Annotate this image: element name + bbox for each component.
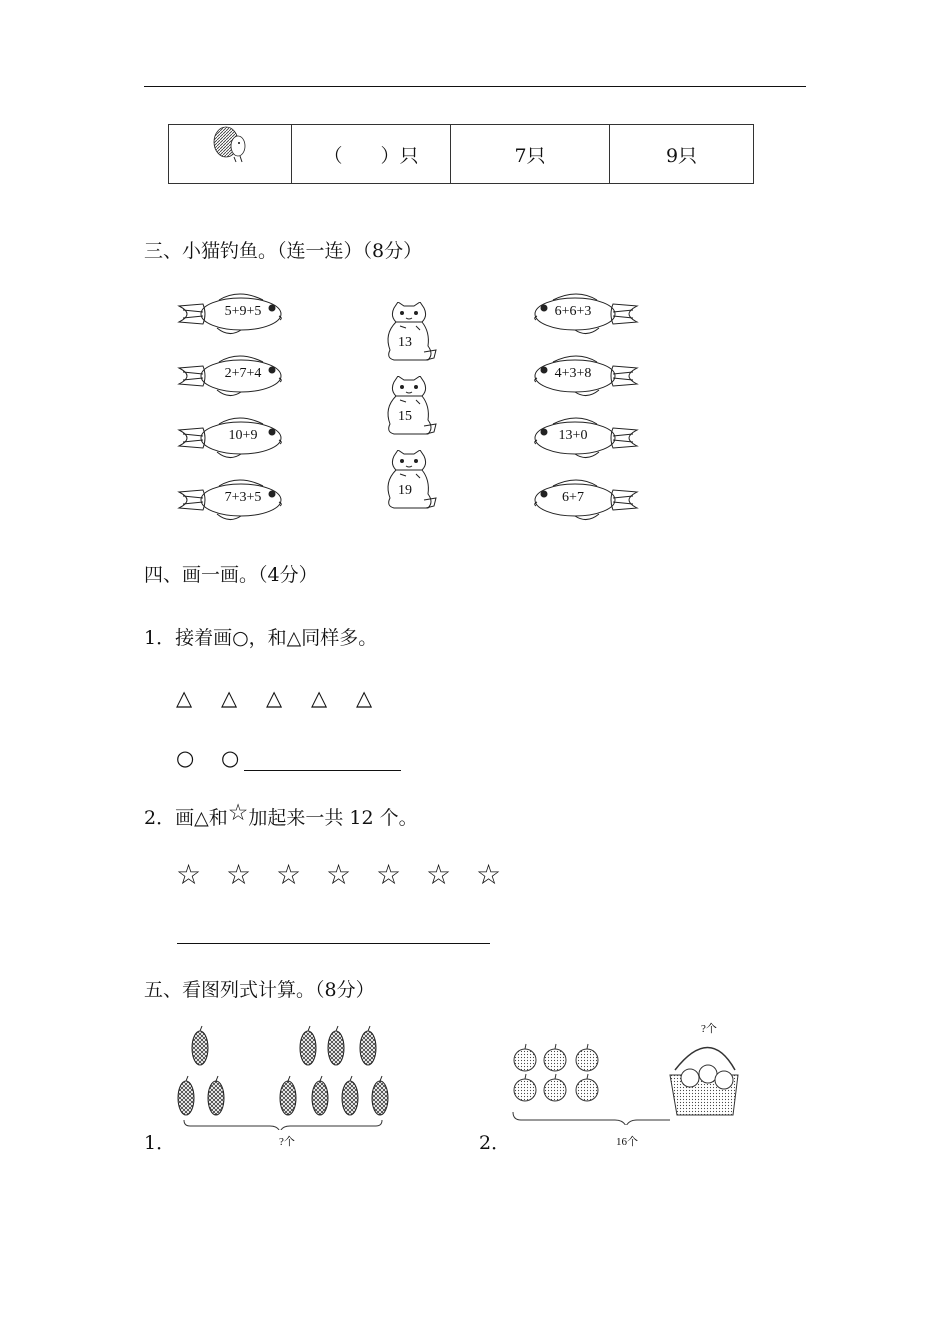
question-5-2-number: 2．: [479, 1132, 511, 1154]
fish-left-2[interactable]: [177, 352, 289, 400]
count-7-cell: 7只: [451, 125, 610, 184]
header-rule: [144, 86, 806, 87]
fish-equation: 2+7+4: [224, 366, 262, 381]
triangle-icon: △: [266, 686, 283, 710]
star-row: [176, 858, 506, 891]
question-4-2-start: 2．画△和: [144, 807, 228, 829]
triangle-icon: △: [176, 686, 193, 710]
fish-left-1[interactable]: [177, 290, 289, 338]
cat-13[interactable]: [380, 302, 440, 362]
cat-number: 13: [398, 335, 412, 350]
hedgehog-icon: [208, 122, 252, 166]
eggplant-icon: [192, 1026, 208, 1065]
eggplant-icon: [300, 1026, 316, 1065]
eggplant-picture: [170, 1020, 400, 1130]
triangle-row: [176, 686, 401, 710]
fish-right-4[interactable]: [527, 476, 639, 524]
circle-row: [176, 746, 243, 770]
fish-right-2[interactable]: [527, 352, 639, 400]
star-answer-line[interactable]: [177, 943, 490, 944]
basket-icon: [670, 1048, 738, 1116]
apple-icon: [544, 1074, 566, 1101]
fish-equation: 4+3+8: [554, 366, 592, 381]
cat-15[interactable]: [380, 376, 440, 436]
circle-icon: ○: [221, 746, 240, 770]
eggplant-icon: [328, 1026, 344, 1065]
section4-heading: 四、画一画。（4分）: [144, 564, 318, 586]
apple-icon: [576, 1074, 598, 1101]
eggplant-icon: [372, 1076, 388, 1115]
fish-right-1[interactable]: [527, 290, 639, 338]
eggplant-icon: [312, 1076, 328, 1115]
fish-equation: 7+3+5: [224, 490, 262, 505]
fish-equation: 6+7: [562, 490, 584, 505]
hedgehog-cell: [169, 125, 292, 184]
fish-equation: 13+0: [558, 428, 588, 443]
question-4-1: 1．接着画○，和△同样多。: [144, 627, 378, 649]
fish-equation: 5+9+5: [224, 304, 262, 319]
eggplant-icon: [178, 1076, 194, 1115]
circle-answer-line[interactable]: [244, 770, 401, 771]
question-4-2: [144, 800, 418, 830]
apple-icon: [576, 1044, 598, 1071]
eggplant-icon: [360, 1026, 376, 1065]
star-icon: ☆: [227, 800, 249, 826]
fish-right-3[interactable]: [527, 414, 639, 462]
eggplant-icon: [342, 1076, 358, 1115]
star-icon: ☆: [326, 858, 352, 891]
question-5-2-total: 16个: [616, 1136, 638, 1148]
star-icon: ☆: [176, 858, 202, 891]
eggplant-icon: [280, 1076, 296, 1115]
basket-unknown-label: ?个: [701, 1023, 717, 1035]
triangle-icon: △: [311, 686, 328, 710]
count-9-cell: 9只: [610, 125, 754, 184]
apple-icons: [514, 1044, 598, 1101]
cat-19[interactable]: [380, 450, 440, 510]
fish-left-3[interactable]: [177, 414, 289, 462]
star-icon: ☆: [426, 858, 452, 891]
cat-number: 19: [398, 483, 412, 498]
apple-icon: [514, 1074, 536, 1101]
section3-heading: 三、小猫钓鱼。（连一连）（8分）: [144, 240, 423, 262]
question-4-2-end: 加起来一共 12 个。: [248, 807, 418, 829]
cat-number: 15: [398, 409, 412, 424]
triangle-icon: △: [221, 686, 238, 710]
apple-icon: [514, 1044, 536, 1071]
circle-icon: ○: [176, 746, 195, 770]
table-row: [169, 125, 754, 184]
question-5-1-unknown: ?个: [279, 1136, 295, 1148]
fish-equation: 10+9: [228, 428, 258, 443]
question-5-1-number: 1．: [144, 1132, 176, 1154]
star-icon: ☆: [376, 858, 402, 891]
eggplant-icon: [208, 1076, 224, 1115]
fish-equation: 6+6+3: [554, 304, 592, 319]
star-icon: ☆: [276, 858, 302, 891]
triangle-icon: △: [356, 686, 373, 710]
star-icon: ☆: [476, 858, 502, 891]
count-blank-cell: （ ）只: [292, 125, 451, 184]
eggplant-icons: [178, 1026, 388, 1115]
answer-table: [168, 124, 754, 184]
section5-heading: 五、看图列式计算。（8分）: [144, 979, 375, 1001]
apple-icon: [544, 1044, 566, 1071]
star-icon: ☆: [226, 858, 252, 891]
fish-left-4[interactable]: [177, 476, 289, 524]
